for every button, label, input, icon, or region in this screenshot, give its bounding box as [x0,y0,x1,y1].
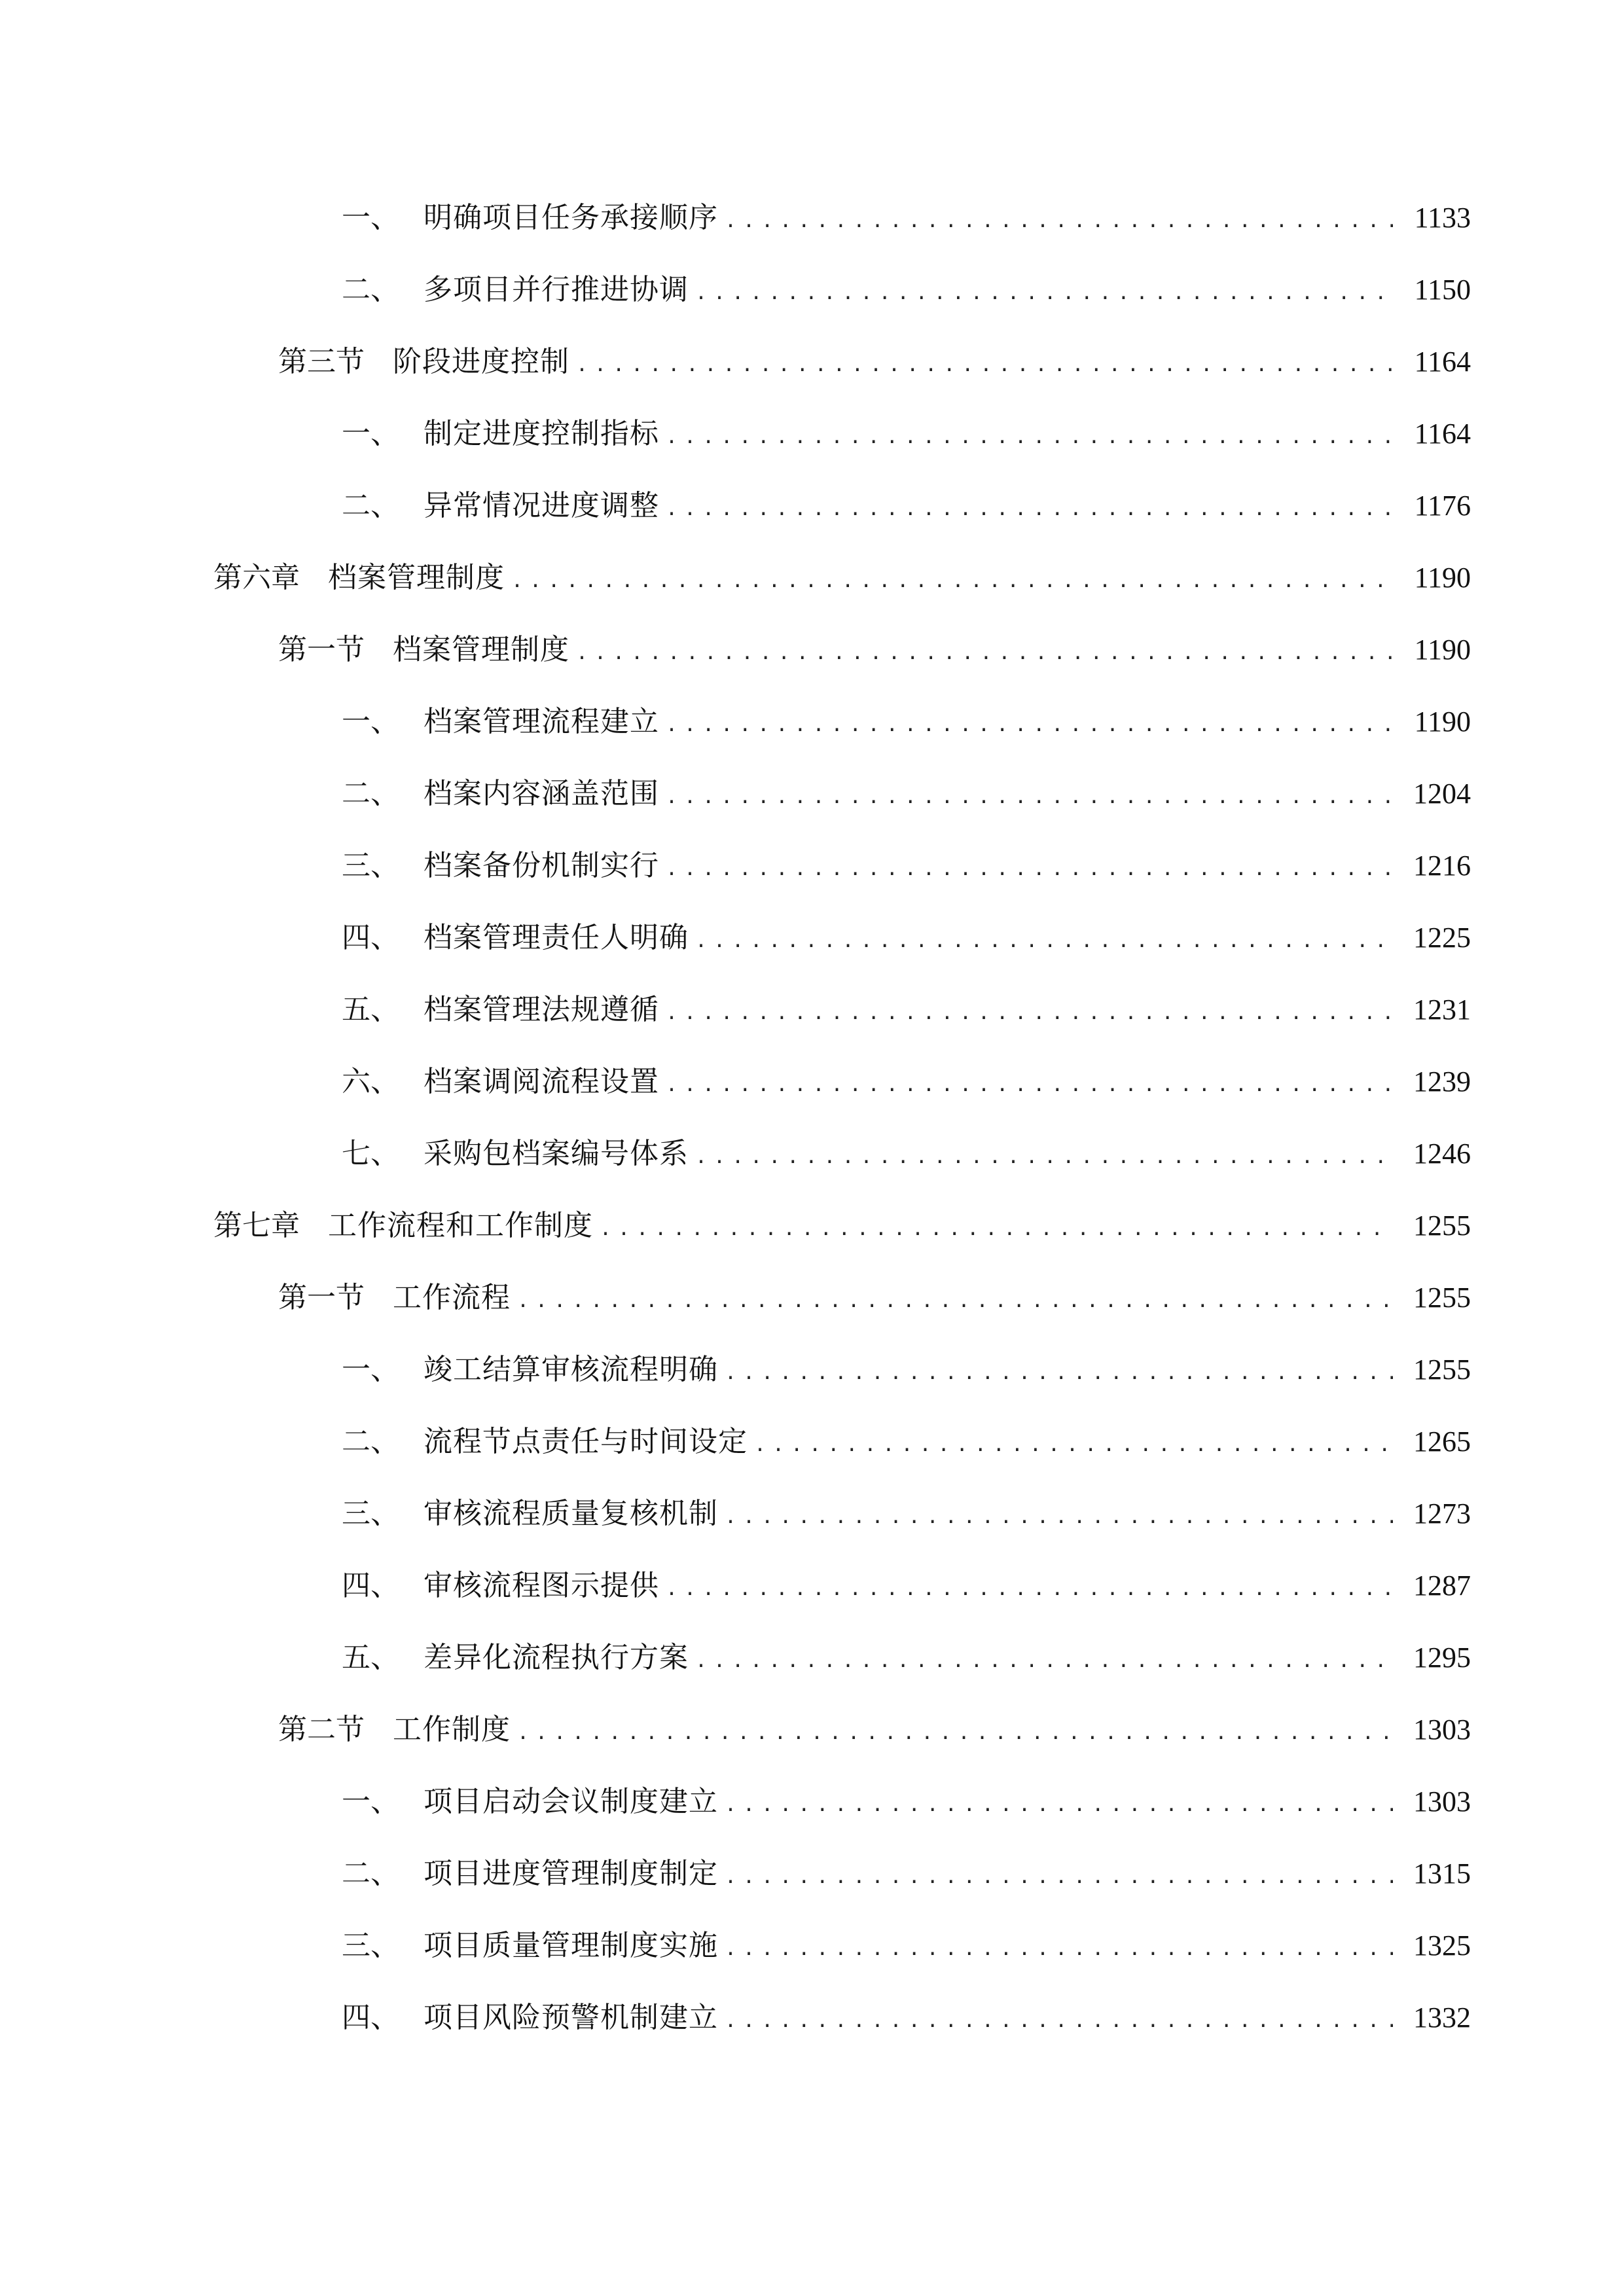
toc-entry [0,547,1624,619]
toc-leader-dots [511,550,1393,613]
toc-leader-dots [666,838,1393,901]
toc-entry-page-number: 1231 [1413,994,1471,1026]
toc-entry [0,1770,1624,1842]
toc-entry-marker: 二、 [342,777,399,810]
toc-leader-dots [666,406,1393,469]
toc-entry [0,403,1624,475]
toc-entry-marker: 第七章 [213,1209,300,1242]
toc-entry [0,834,1624,906]
toc-entry-marker: 七、 [342,1137,399,1170]
toc-leader-dots [725,190,1393,253]
toc-entry [0,1914,1624,1986]
toc-entry-title: 项目风险预警机制建立 [424,2001,718,2034]
toc-entry-title: 差异化流程执行方案 [424,1641,689,1674]
toc-entry-title: 采购包档案编号体系 [424,1137,689,1170]
toc-entry-title: 档案调阅流程设置 [424,1065,659,1098]
toc-entry-marker: 第二节 [278,1713,365,1746]
toc-entry-marker: 二、 [342,1857,399,1890]
toc-entry-title: 工作制度 [393,1713,511,1746]
toc-entry-title: 档案管理责任人明确 [424,921,689,954]
toc-entry-marker: 二、 [342,273,399,306]
toc-entry-title: 流程节点责任与时间设定 [424,1425,748,1458]
toc-leader-dots [600,1198,1393,1261]
toc-entry-page-number: 1204 [1413,778,1471,810]
toc-entry [0,1266,1624,1338]
toc-entry [0,1194,1624,1266]
toc-entry [0,1554,1624,1626]
toc-entry [0,187,1624,259]
toc-entry-marker: 一、 [342,201,399,234]
toc-entry-marker: 五、 [342,993,399,1026]
toc-entry [0,1050,1624,1122]
toc-entry-page-number: 1303 [1413,1785,1471,1818]
toc-entry-page-number: 1295 [1413,1641,1471,1674]
toc-entry-marker: 三、 [342,849,399,882]
toc-leader-dots [725,1774,1393,1837]
toc-entry-page-number: 1216 [1413,850,1471,882]
toc-entry-title: 工作流程和工作制度 [328,1209,593,1242]
toc-entry-page-number: 1246 [1413,1138,1471,1170]
toc-entry-marker: 六、 [342,1065,399,1098]
toc-entry-marker: 四、 [342,921,399,954]
toc-entry [0,1626,1624,1698]
toc-leader-dots [666,1054,1393,1117]
toc-entry-page-number: 1164 [1414,346,1471,378]
toc-entry-marker: 一、 [342,417,399,450]
toc-entry [0,619,1624,691]
toc-entry-page-number: 1133 [1414,202,1471,234]
toc-entry-title: 档案备份机制实行 [424,849,659,882]
toc-entry-title: 档案管理流程建立 [424,705,659,738]
toc-entry [0,1338,1624,1410]
toc-entry-title: 竣工结算审核流程明确 [424,1353,718,1386]
toc-leader-dots [695,1126,1393,1189]
toc-entry-title: 档案管理制度 [328,561,505,594]
toc-leader-dots [576,334,1393,397]
toc-entry-page-number: 1255 [1413,1210,1471,1242]
toc-entry-marker: 三、 [342,1497,399,1530]
toc-entry-marker: 第三节 [278,345,365,378]
toc-entry-page-number: 1332 [1413,2001,1471,2034]
toc-entry-title: 工作流程 [393,1281,511,1314]
toc-entry [0,1122,1624,1194]
toc-entry [0,691,1624,762]
toc-entry-marker: 四、 [342,2001,399,2034]
toc-entry-page-number: 1190 [1414,562,1471,594]
toc-entry-marker: 三、 [342,1929,399,1962]
toc-entry-title: 档案内容涵盖范围 [424,777,659,810]
toc-entry-marker: 五、 [342,1641,399,1674]
toc-leader-dots [517,1270,1393,1333]
toc-entry [0,1410,1624,1482]
toc-leader-dots [666,1558,1393,1621]
toc-leader-dots [695,1630,1393,1693]
toc-entry [0,1842,1624,1914]
toc-entry-page-number: 1176 [1414,490,1471,522]
toc-entry-marker: 四、 [342,1569,399,1602]
toc-entry [0,978,1624,1050]
toc-entry-title: 异常情况进度调整 [424,489,659,522]
toc-entry [0,762,1624,834]
toc-leader-dots [695,262,1393,325]
toc-entry-title: 项目质量管理制度实施 [424,1929,718,1962]
toc-entry-page-number: 1315 [1413,1857,1471,1890]
toc-leader-dots [576,622,1393,685]
toc-entry-page-number: 1287 [1413,1570,1471,1602]
toc-entry-page-number: 1273 [1413,1498,1471,1530]
toc-leader-dots [725,1846,1393,1909]
toc-entry-title: 审核流程质量复核机制 [424,1497,718,1530]
toc-entry-title: 多项目并行推进协调 [424,273,689,306]
toc-entry-marker: 第一节 [278,1281,365,1314]
toc-entry-title: 审核流程图示提供 [424,1569,659,1602]
toc-entry [0,906,1624,978]
toc-entry-title: 项目启动会议制度建立 [424,1785,718,1818]
toc-entry-title: 档案管理制度 [393,633,569,666]
toc-leader-dots [666,478,1393,541]
toc-entry-page-number: 1265 [1413,1426,1471,1458]
toc-entry-title: 阶段进度控制 [393,345,569,378]
toc-entry [0,1698,1624,1770]
toc-entry-page-number: 1303 [1413,1713,1471,1746]
toc-entry-page-number: 1255 [1413,1354,1471,1386]
toc-entry-page-number: 1225 [1413,922,1471,954]
toc-entry-marker: 一、 [342,705,399,738]
toc-entry-marker: 第六章 [213,561,300,594]
toc-leader-dots [725,1918,1393,1981]
toc-entry-title: 明确项目任务承接顺序 [424,201,718,234]
toc-entry-page-number: 1164 [1414,418,1471,450]
toc-entry-page-number: 1325 [1413,1929,1471,1962]
toc-entry-marker: 二、 [342,489,399,522]
toc-leader-dots [725,1342,1393,1405]
toc-entry-title: 项目进度管理制度制定 [424,1857,718,1890]
toc-entry [0,259,1624,331]
toc-entry-page-number: 1239 [1413,1066,1471,1098]
toc-entry [0,331,1624,403]
toc-entry-page-number: 1255 [1413,1282,1471,1314]
toc-entry-marker: 一、 [342,1353,399,1386]
toc-entry [0,1482,1624,1554]
toc-leader-dots [666,766,1393,829]
toc-entry-page-number: 1190 [1414,706,1471,738]
toc-entry [0,475,1624,547]
toc-entry-marker: 第一节 [278,633,365,666]
toc-entry-page-number: 1190 [1414,634,1471,666]
toc-entry-marker: 二、 [342,1425,399,1458]
toc-entry-title: 档案管理法规遵循 [424,993,659,1026]
table-of-contents [0,187,1624,2058]
toc-leader-dots [666,982,1393,1045]
toc-leader-dots [517,1702,1393,1765]
toc-entry [0,1986,1624,2058]
toc-entry-page-number: 1150 [1414,274,1471,306]
toc-leader-dots [754,1414,1393,1477]
toc-leader-dots [695,910,1393,973]
toc-leader-dots [666,694,1393,757]
toc-entry-marker: 一、 [342,1785,399,1818]
toc-leader-dots [725,1990,1393,2053]
toc-leader-dots [725,1486,1393,1549]
toc-entry-title: 制定进度控制指标 [424,417,659,450]
